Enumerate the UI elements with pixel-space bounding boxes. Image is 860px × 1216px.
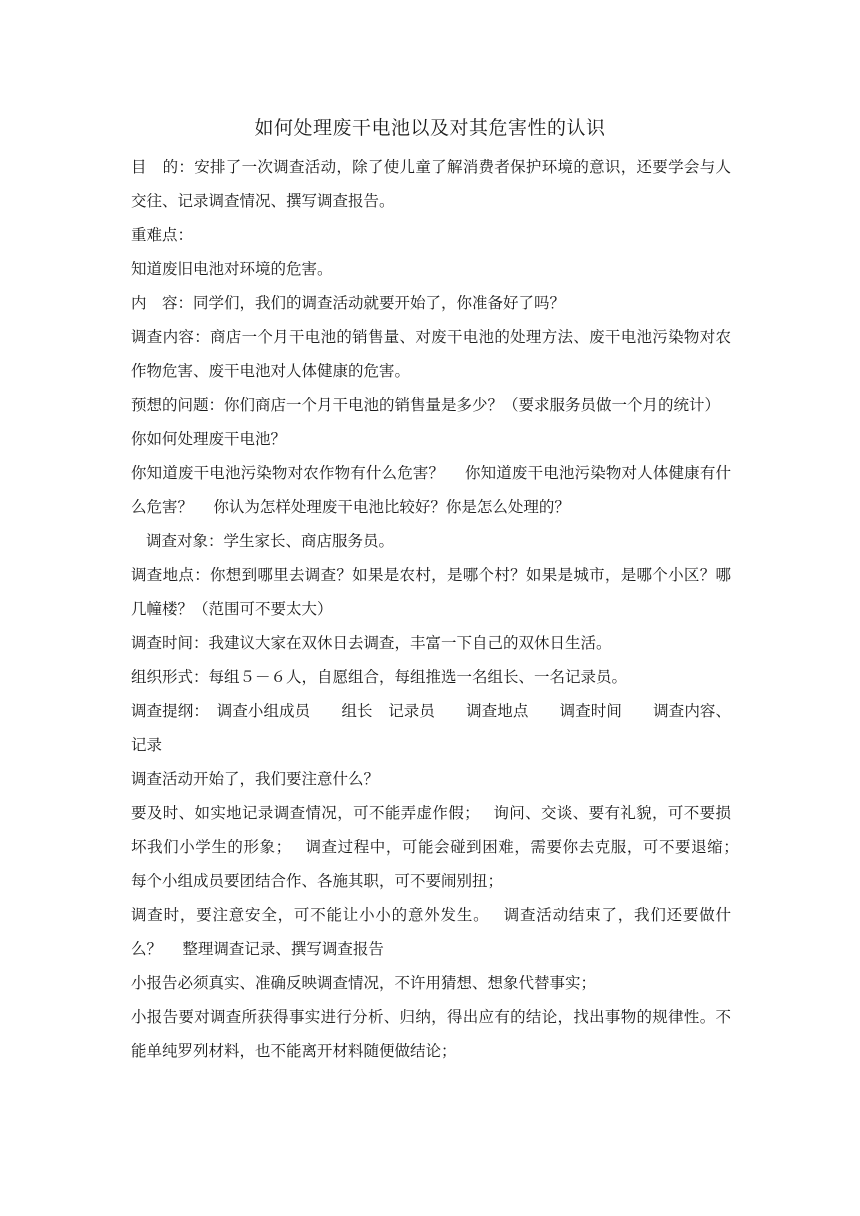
paragraph-survey-location: 调查地点：你想到哪里去调查？如果是农村，是哪个村？如果是城市，是哪个小区？哪几幢楼？（范围可不要太大） bbox=[131, 566, 731, 618]
paragraph-survey-outline: 调查提纲： 调查小组成员 组长 记录员 调查地点 调查时间 调查内容、记录 bbox=[131, 702, 731, 754]
paragraph-safety: 调查时，要注意安全，可不能让小小的意外发生。 调查活动结束了，我们还要做什么？ 整理调查记录、撰写调查报告 bbox=[131, 906, 731, 958]
paragraph-survey-time: 调查时间：我建议大家在双休日去调查，丰富一下自己的双休日生活。 bbox=[131, 634, 612, 652]
paragraph-attention-question: 调查活动开始了，我们要注意什么？ bbox=[131, 770, 380, 788]
paragraph-attention-items: 要及时、如实地记录调查情况，可不能弄虚作假； 询问、交谈、要有礼貌，可不要损坏我们小学生的形象； 调查过程中，可能会碰到困难，需要你去克服，可不要退缩； 每个小组成员要团结合作、各施其职，可不要闹别扭； bbox=[131, 804, 752, 890]
paragraph-question-hazards: 你知道废干电池污染物对农作物有什么危害？ 你知道废干电池污染物对人体健康有什么危害？ 你认为怎样处理废干电池比较好？你是怎么处理的？ bbox=[131, 464, 731, 516]
paragraph-survey-targets: 调查对象：学生家长、商店服务员。 bbox=[146, 532, 395, 550]
paragraph-expected-questions: 预想的问题：你们商店一个月干电池的销售量是多少？（要求服务员做一个月的统计） bbox=[131, 396, 721, 414]
paragraph-report-truth: 小报告必须真实、准确反映调查情况，不许用猜想、想象代替事实； bbox=[131, 974, 597, 992]
document-body bbox=[131, 150, 752, 1068]
paragraph-question-handling: 你如何处理废干电池？ bbox=[131, 430, 287, 448]
paragraph-survey-content: 调查内容：商店一个月干电池的销售量、对废干电池的处理方法、废干电池污染物对农作物危害、废干电池对人体健康的危害。 bbox=[131, 328, 731, 380]
document-title: 如何处理废干电池以及对其危害性的认识 bbox=[254, 117, 606, 139]
paragraph-organization: 组织形式：每组５－６人，自愿组合，每组推选一名组长、一名记录员。 bbox=[131, 668, 628, 686]
paragraph-content: 内 容：同学们，我们的调查活动就要开始了，你准备好了吗？ bbox=[131, 294, 566, 312]
paragraph-purpose: 目 的：安排了一次调查活动，除了使儿童了解消费者保护环境的意识，还要学会与人交往、记录调查情况、撰写调查报告。 bbox=[131, 158, 731, 210]
paragraph-report-analysis: 小报告要对调查所获得事实进行分析、归纳，得出应有的结论，找出事物的规律性。不能单纯罗列材料，也不能离开材料随便做结论； bbox=[131, 1008, 731, 1060]
paragraph-key-points: 知道废旧电池对环境的危害。 bbox=[131, 260, 333, 278]
paragraph-key-points-label: 重难点： bbox=[131, 226, 194, 244]
